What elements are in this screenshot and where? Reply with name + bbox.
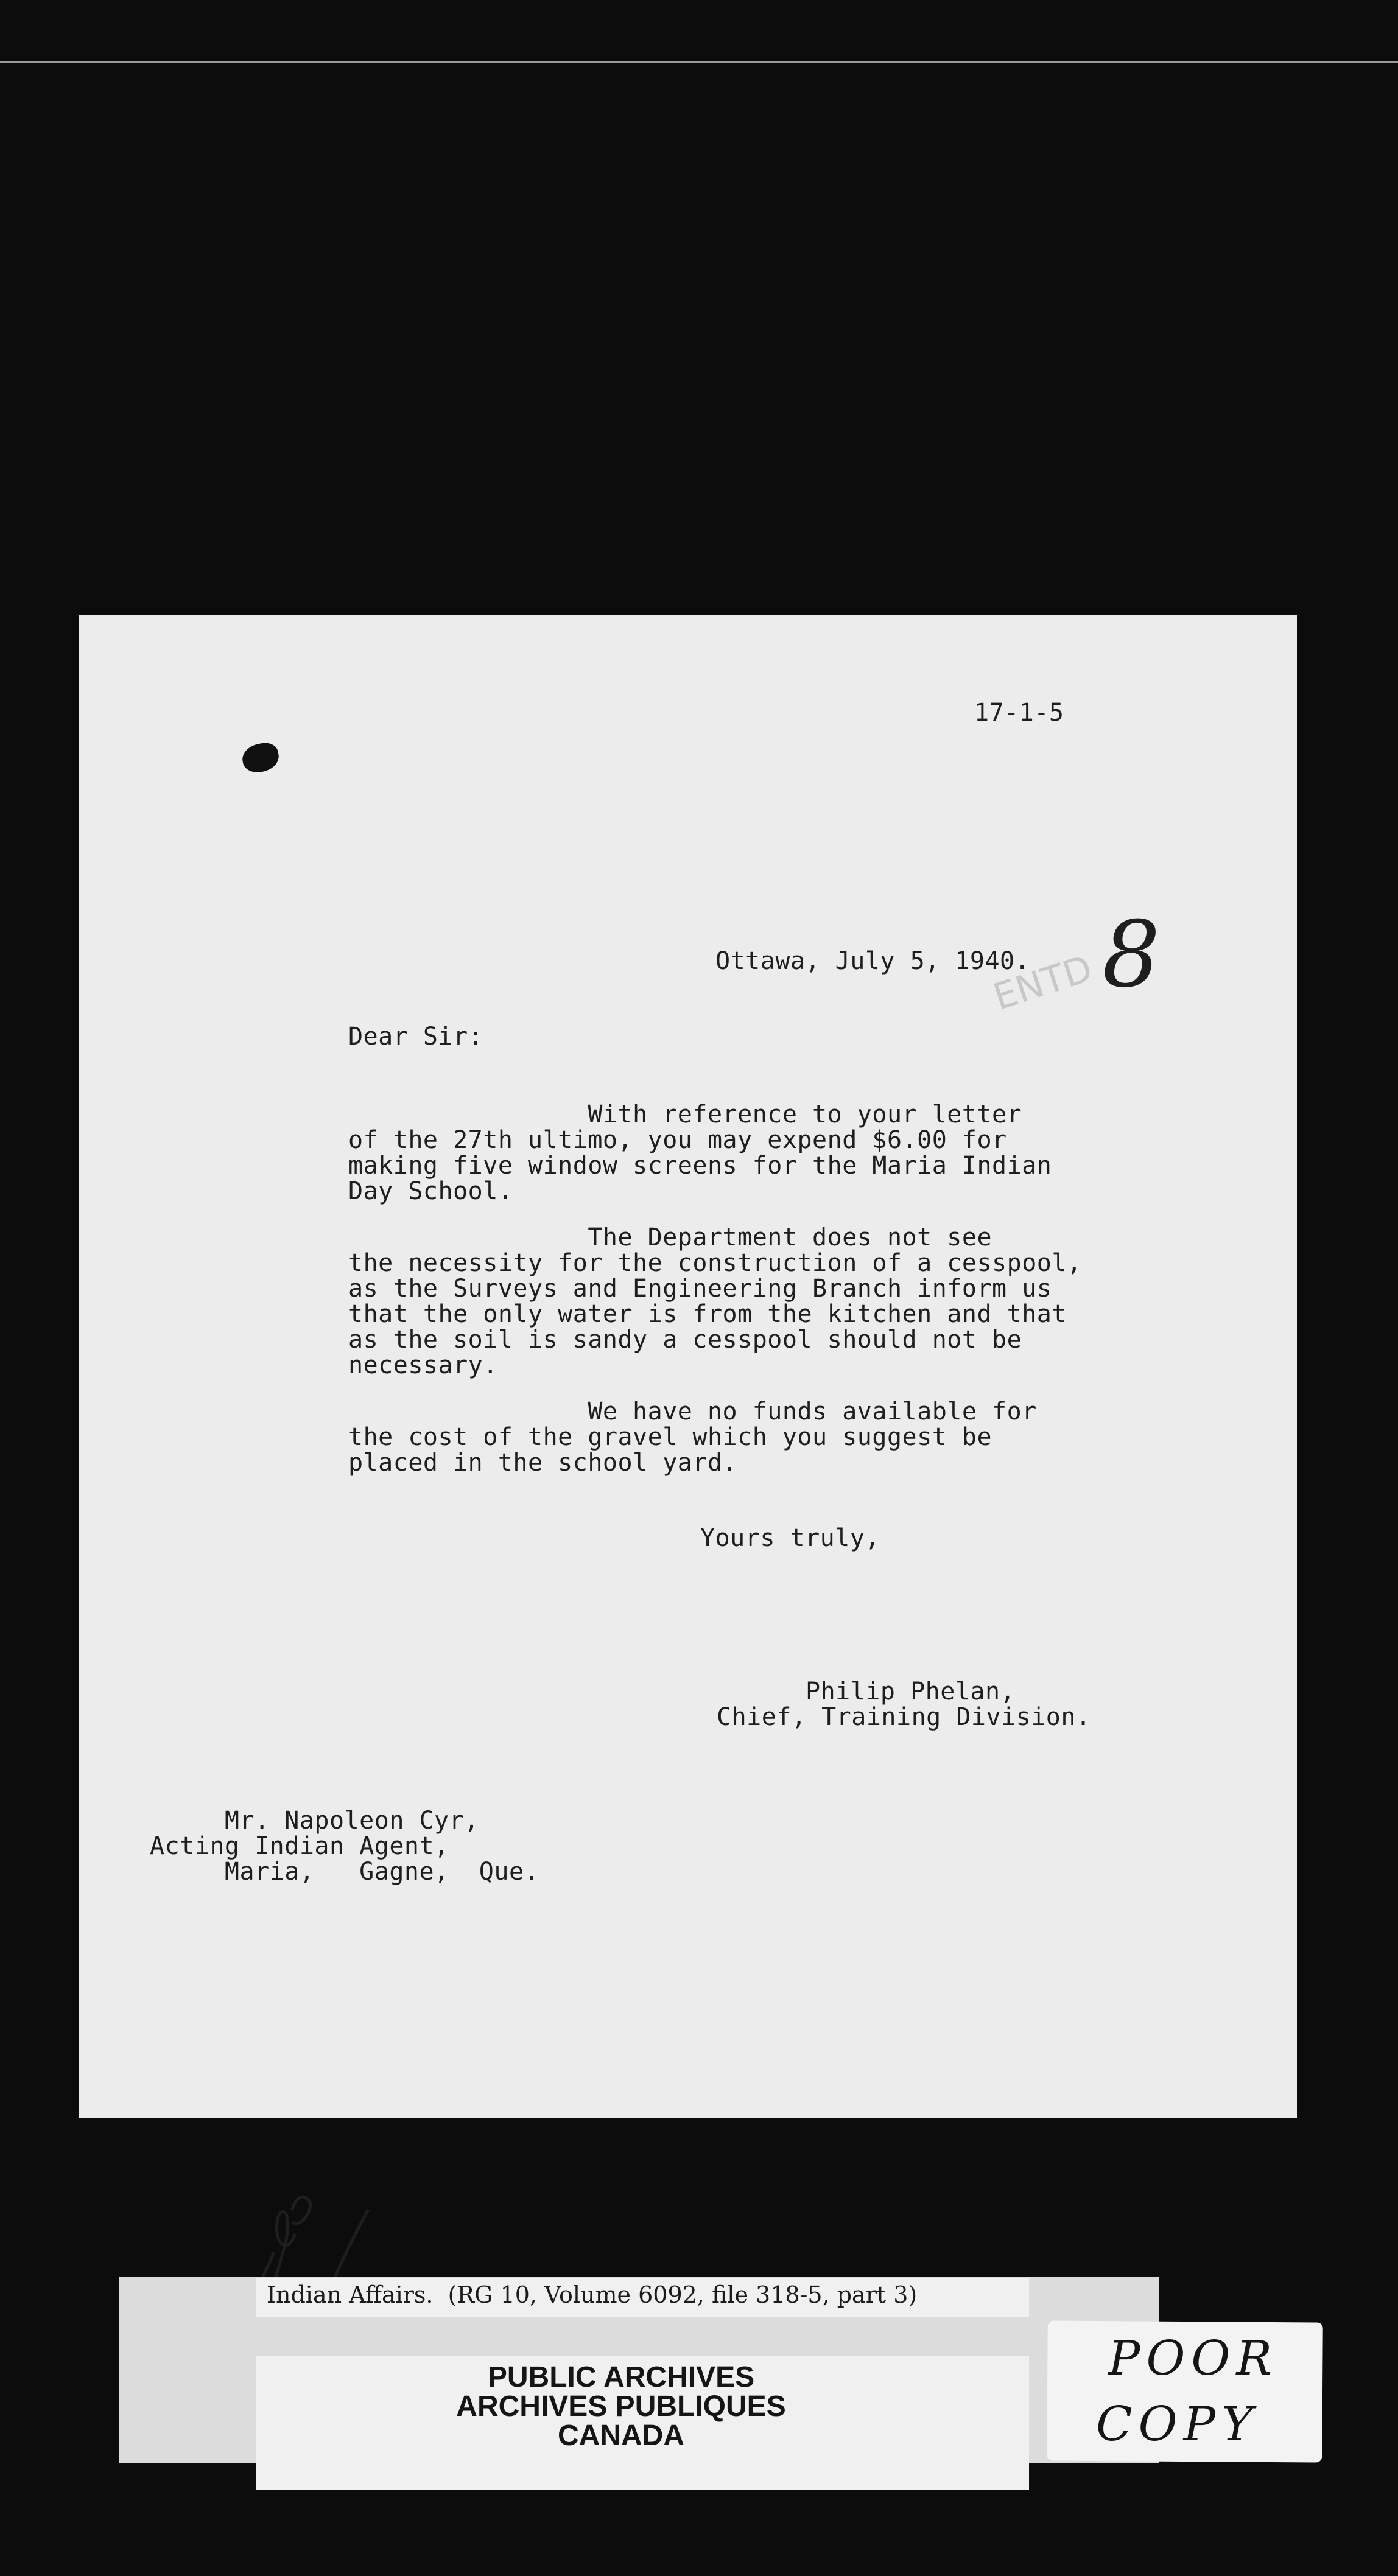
closing: Yours truly, — [700, 1524, 880, 1552]
archives-french: ARCHIVES PUBLIQUES — [456, 2390, 786, 2423]
body-paragraph-3: We have no funds available for the cost of the gravel which you suggest be placed in the school yard. — [348, 1398, 1037, 1477]
salutation: Dear Sir: — [348, 1023, 483, 1051]
archives-english: PUBLIC ARCHIVES — [487, 2361, 755, 2393]
letter-page — [79, 615, 1297, 2118]
archive-reference: Indian Affairs. (RG 10, Volume 6092, file 318-5, part 3) — [267, 2281, 918, 2308]
dateline: Ottawa, July 5, 1940. — [715, 947, 1030, 975]
handwritten-8-mark — [1090, 895, 1187, 1029]
recipient-address: Mr. Napoleon Cyr, Acting Indian Agent, Maria, Gagne, Que. — [150, 1807, 539, 1886]
signer-name: Philip Phelan, — [806, 1678, 1016, 1706]
poor-copy-line-1: POOR — [1108, 2331, 1279, 2386]
signer-title: Chief, Training Division. — [717, 1703, 1091, 1731]
body-paragraph-2: The Department does not see the necessity for the construction of a cesspool, as the Surveys and Engineering Branch inform us that the only water is from the kitchen and that as the soil is sandy a cesspool should not be necessary. — [348, 1223, 1082, 1379]
archives-stamp — [438, 2363, 804, 2451]
archives-country: CANADA — [558, 2420, 684, 2452]
body-paragraph-1: With reference to your letter of the 27th ultimo, you may expend $6.00 for making five window screens for the Maria Indian Day School. — [348, 1101, 1052, 1205]
faint-stamp: ENTD — [988, 947, 1098, 1019]
file-reference: 17-1-5 — [974, 699, 1064, 727]
microfilm-edge-line — [0, 61, 1398, 63]
svg-text:8: 8 — [1102, 902, 1161, 1008]
punch-hole — [240, 740, 281, 775]
poor-copy-line-2: COPY — [1096, 2397, 1259, 2452]
